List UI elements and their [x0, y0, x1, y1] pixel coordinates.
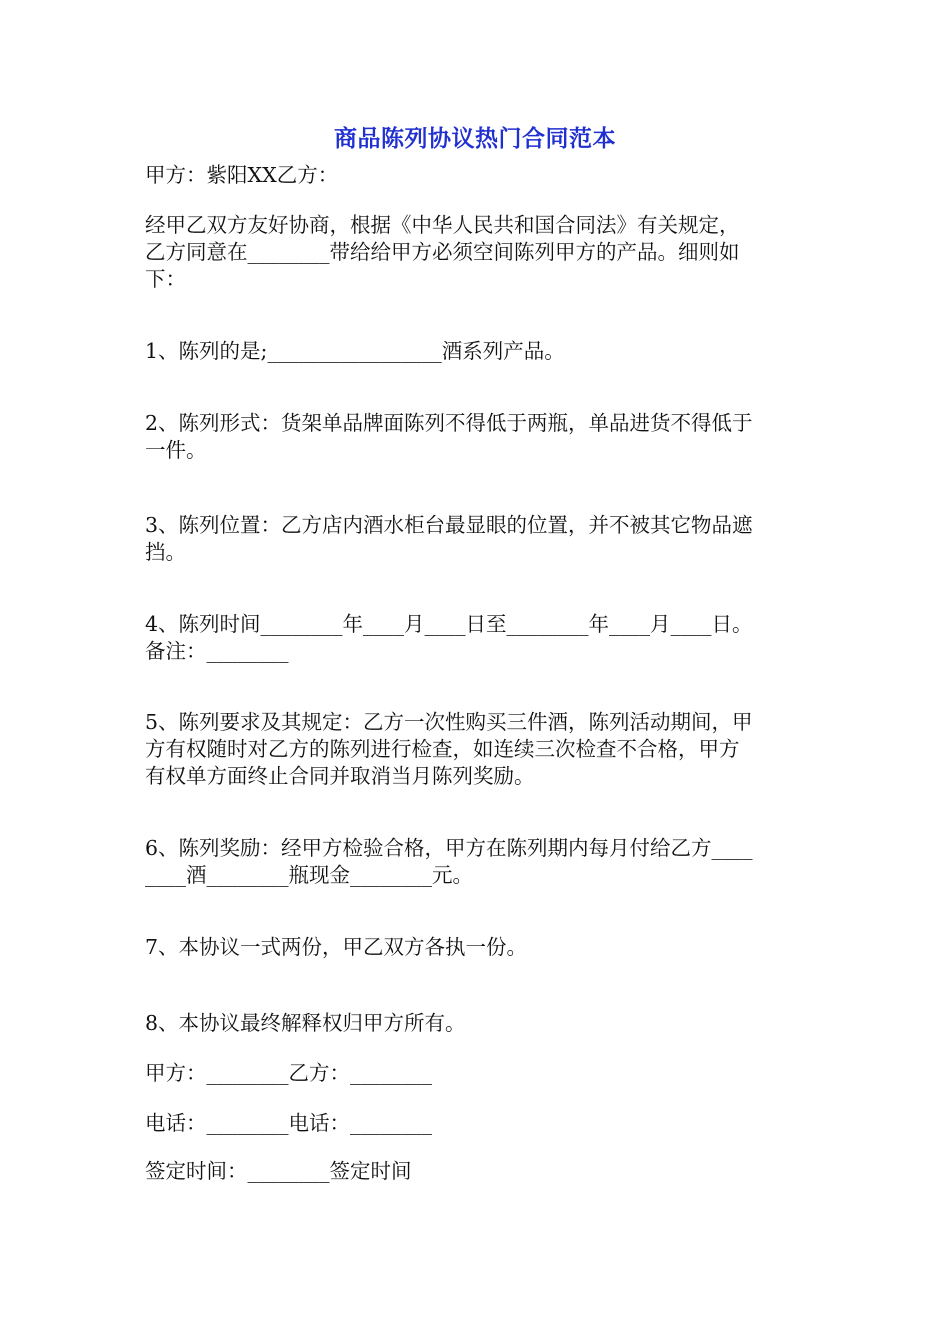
clause-6-line-2: ____酒________瓶现金________元。: [145, 863, 473, 887]
signature-phones: 电话：________电话：________: [145, 1111, 432, 1135]
document-title: 商品陈列协议热门合同范本: [334, 126, 616, 152]
signature-parties: 甲方：________乙方：________: [145, 1061, 432, 1085]
clause-4-line-1: 4、陈列时间________年____月____日至________年____月____日。: [145, 612, 753, 636]
intro-line-2: 乙方同意在________带给给甲方必须空间陈列甲方的产品。细则如: [145, 240, 740, 264]
clause-4-remark: 备注：________: [145, 639, 289, 663]
clause-5-line-3: 有权单方面终止合同并取消当月陈列奖励。: [145, 764, 535, 788]
signature-dates: 签定时间：________签定时间: [145, 1159, 412, 1183]
clause-2-line-2: 一件。: [145, 438, 207, 462]
intro-line-1: 经甲乙双方友好协商，根据《中华人民共和国合同法》有关规定，: [145, 213, 740, 237]
clause-3-line-2: 挡。: [145, 540, 186, 564]
clause-1: 1、陈列的是;_________________酒系列产品。: [145, 339, 565, 363]
clause-8: 8、本协议最终解释权归甲方所有。: [145, 1011, 466, 1035]
clause-5-line-1: 5、陈列要求及其规定：乙方一次性购买三件酒，陈列活动期间，甲: [145, 710, 753, 734]
clause-3-line-1: 3、陈列位置：乙方店内酒水柜台最显眼的位置，并不被其它物品遮: [145, 513, 753, 537]
clause-5-line-2: 方有权随时对乙方的陈列进行检查，如连续三次检查不合格，甲方: [145, 737, 740, 761]
parties-line: 甲方：紫阳XX乙方：: [145, 163, 339, 187]
intro-line-3: 下：: [145, 267, 186, 291]
clause-2-line-1: 2、陈列形式：货架单品牌面陈列不得低于两瓶，单品进货不得低于: [145, 411, 753, 435]
clause-7: 7、本协议一式两份，甲乙双方各执一份。: [145, 935, 528, 959]
clause-6-line-1: 6、陈列奖励：经甲方检验合格，甲方在陈列期内每月付给乙方____: [145, 836, 753, 860]
